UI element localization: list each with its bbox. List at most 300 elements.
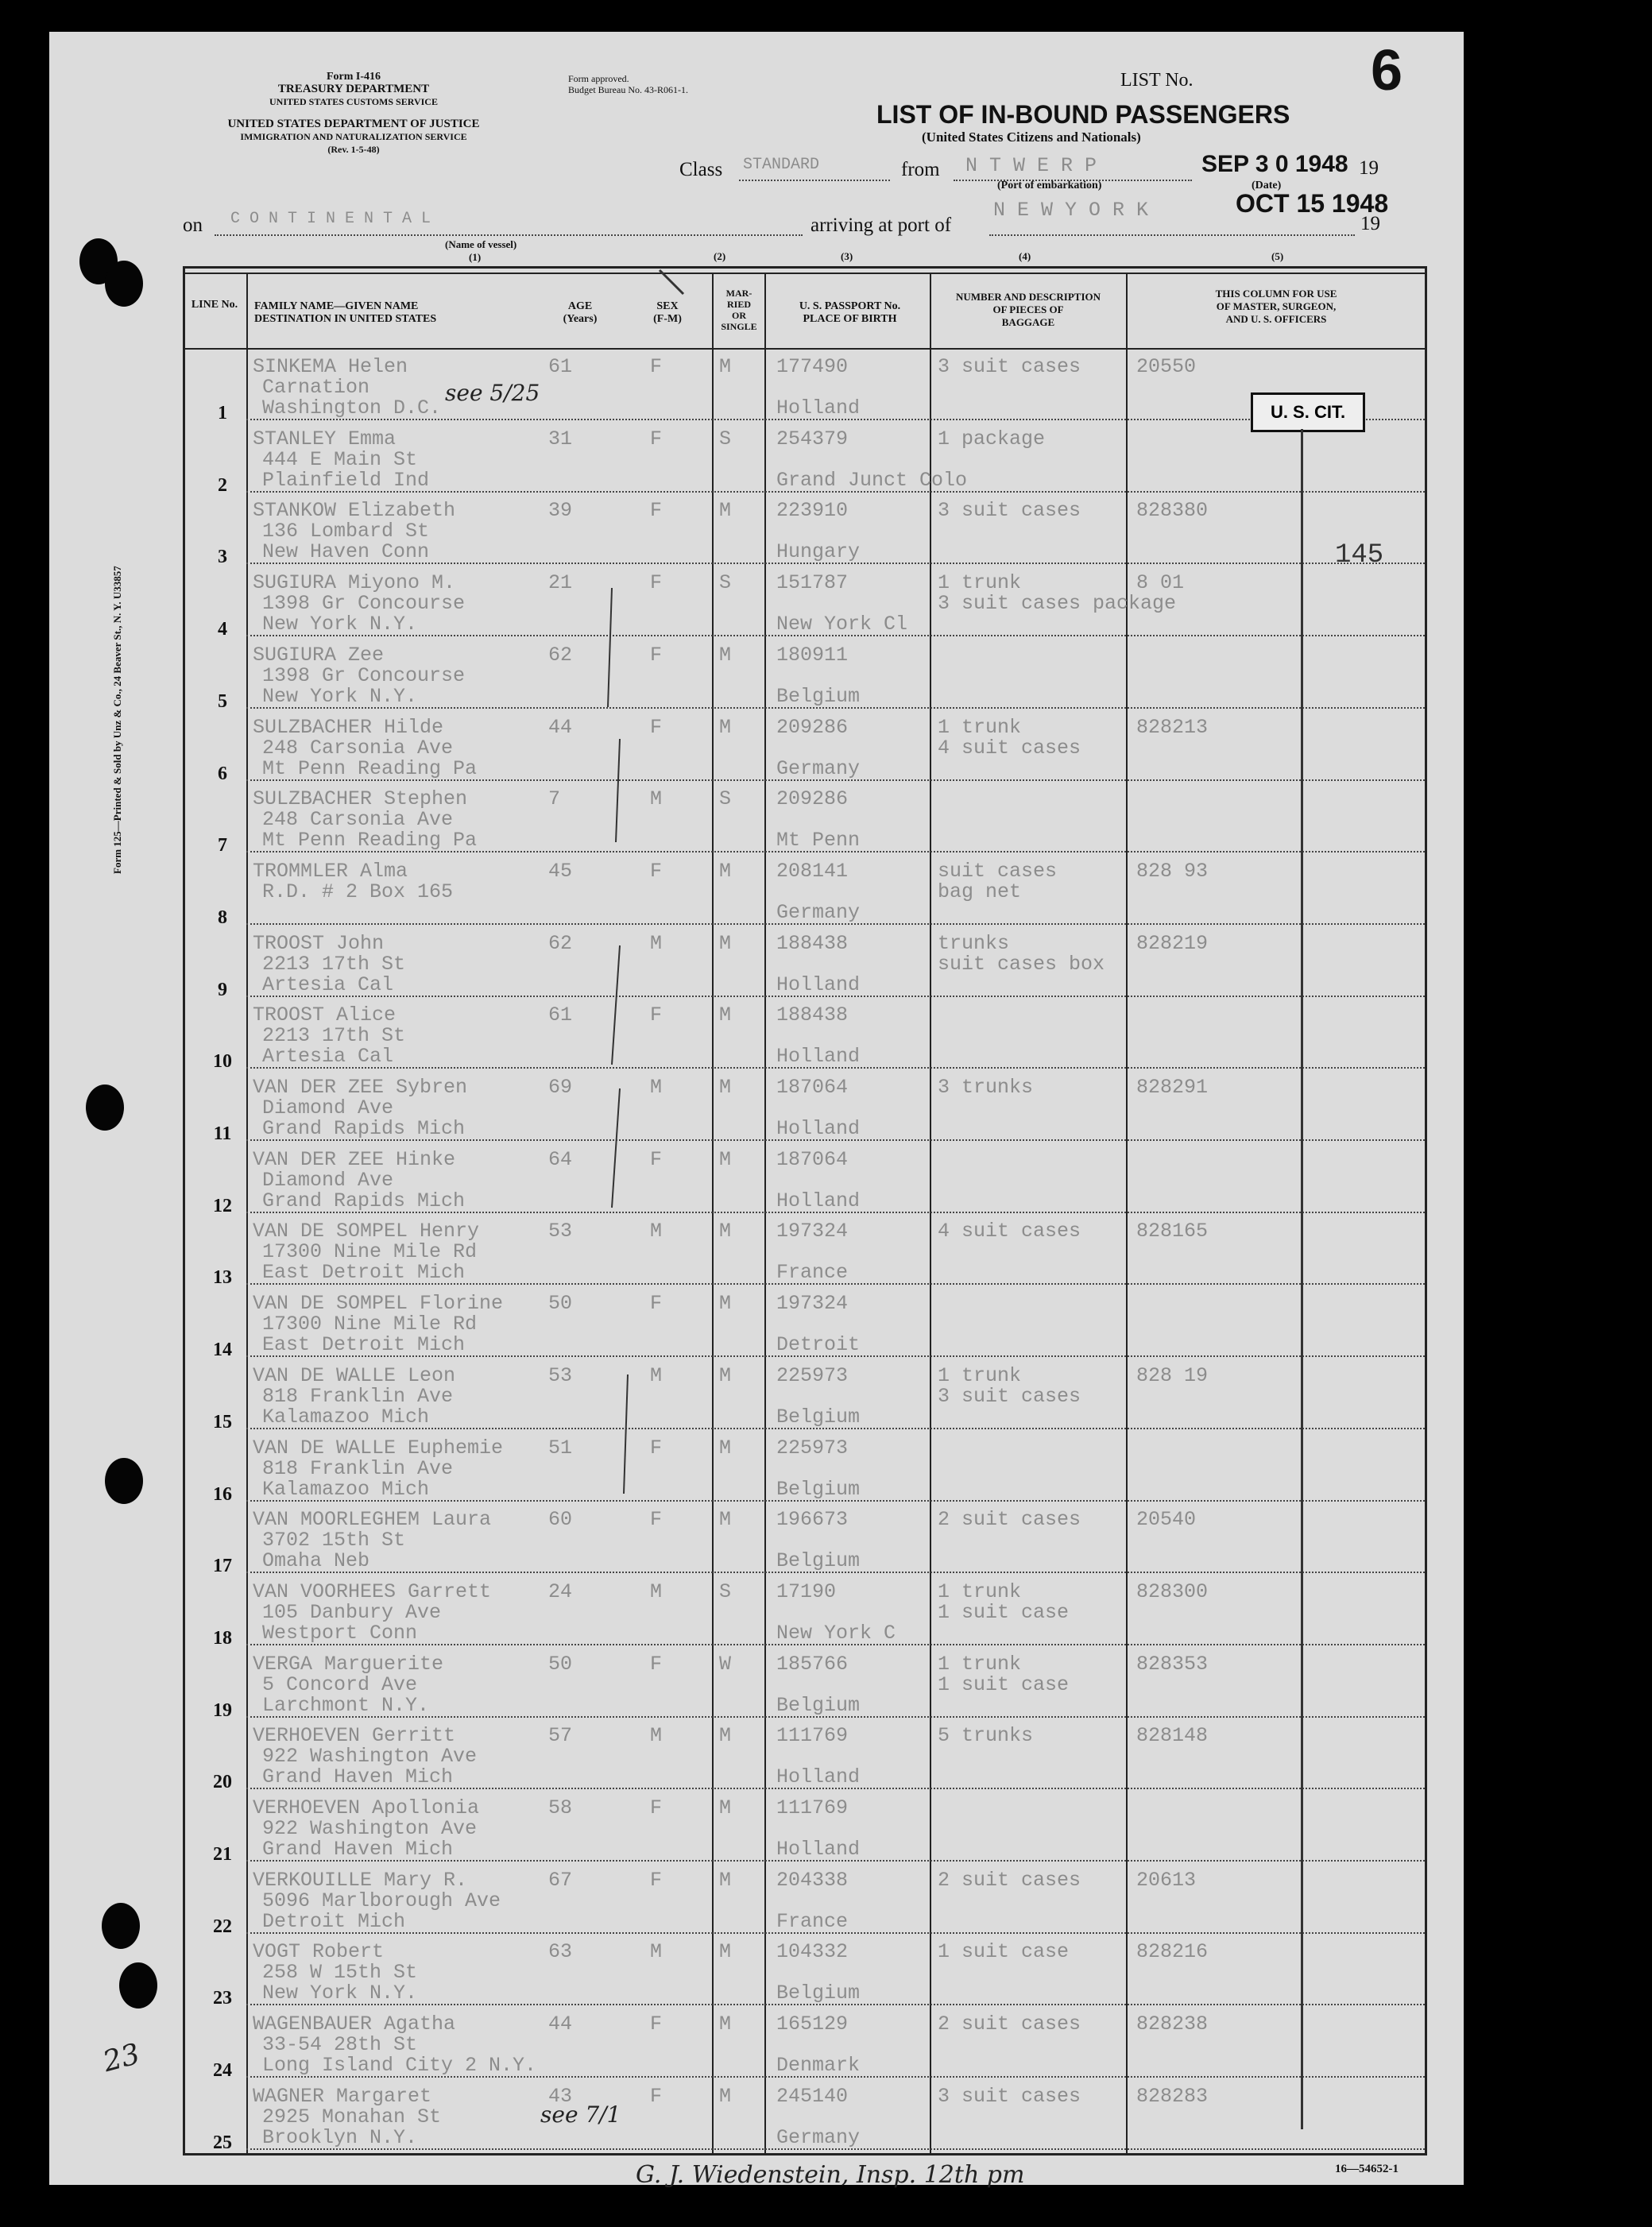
- marital-status: M: [719, 1940, 732, 1964]
- marital-status: M: [719, 1220, 732, 1243]
- ins-label: IMMIGRATION AND NATURALIZATION SERVICE: [240, 131, 467, 142]
- baggage-line-2: 4 suit cases: [938, 736, 1081, 760]
- address-line-1: 1398 Gr Concourse: [262, 663, 466, 687]
- passport-number: 177490: [776, 355, 849, 378]
- baggage-line-2: bag net: [938, 880, 1022, 903]
- address-line-2: New York N.Y.: [262, 613, 418, 636]
- passport-number: 111769: [776, 1724, 849, 1748]
- age-value: 61: [548, 1003, 573, 1027]
- vessel-name: C O N T I N E N T A L: [230, 210, 431, 228]
- passenger-name: VAN DER ZEE Sybren: [253, 1076, 468, 1099]
- place-of-birth: France: [776, 1261, 849, 1285]
- sex-value: F: [650, 859, 663, 883]
- passport-number: 197324: [776, 1292, 849, 1316]
- line-number: 2: [218, 474, 227, 496]
- place-of-birth: Holland: [776, 1189, 861, 1212]
- col-officers: THIS COLUMN FOR USE OF MASTER, SURGEON, AND U. S. OFFICERS: [1215, 288, 1337, 325]
- marital-status: M: [719, 499, 732, 523]
- marital-status: S: [719, 427, 732, 450]
- passenger-name: WAGNER Margaret: [253, 2084, 432, 2108]
- sex-value: F: [650, 2012, 663, 2036]
- address-line-2: Westport Conn: [262, 1621, 418, 1645]
- line-number: 17: [213, 1556, 232, 1577]
- from-label: from: [901, 159, 940, 180]
- treasury-label: TREASURY DEPARTMENT: [277, 83, 430, 95]
- sex-value: F: [650, 2084, 663, 2108]
- officer-code: 828238: [1136, 2012, 1209, 2036]
- age-value: 31: [548, 427, 573, 450]
- passport-number: 187064: [776, 1147, 849, 1171]
- arrival-date: OCT 15 1948: [1236, 189, 1389, 218]
- address-line-1: R.D. # 2 Box 165: [262, 880, 454, 903]
- place-of-birth: Hungary: [776, 540, 861, 564]
- place-of-birth: Holland: [776, 1838, 861, 1861]
- baggage-line-1: 1 trunk: [938, 1652, 1022, 1676]
- address-line-1: 248 Carsonia Ave: [262, 736, 454, 760]
- marital-status: M: [719, 2084, 732, 2108]
- tally-number: 145: [1335, 540, 1384, 570]
- passport-number: 225973: [776, 1363, 849, 1387]
- place-of-birth: Belgium: [776, 1549, 861, 1573]
- place-of-birth: Belgium: [776, 684, 861, 708]
- class-value: STANDARD: [743, 156, 820, 174]
- address-line-2: Mt Penn Reading Pa: [262, 829, 478, 853]
- baggage-line-1: 3 suit cases: [938, 499, 1081, 523]
- marital-status: M: [719, 1076, 732, 1099]
- col-passport: U. S. PASSPORT No. PLACE OF BIRTH: [799, 300, 901, 325]
- sex-value: F: [650, 1652, 663, 1676]
- col-num-5: (5): [1271, 250, 1284, 262]
- passenger-name: VERGA Marguerite: [253, 1652, 444, 1676]
- line-number: 10: [213, 1051, 232, 1073]
- officer-code: 828 93: [1136, 859, 1209, 883]
- officer-code: 828353: [1136, 1652, 1209, 1676]
- line-number: 14: [213, 1340, 232, 1361]
- passport-number: 209286: [776, 715, 849, 739]
- address-line-1: 105 Danbury Ave: [262, 1600, 442, 1624]
- budget-label: Budget Bureau No. 43-R061-1.: [568, 84, 688, 95]
- age-value: 60: [548, 1508, 573, 1532]
- col-num-4: (4): [1019, 250, 1031, 262]
- place-of-birth: Holland: [776, 972, 861, 996]
- passport-number: 188438: [776, 1003, 849, 1027]
- place-of-birth: Belgium: [776, 1981, 861, 2005]
- marital-status: M: [719, 1724, 732, 1748]
- address-line-1: 17300 Nine Mile Rd: [262, 1313, 478, 1336]
- marital-status: M: [719, 715, 732, 739]
- col-num-2: (2): [714, 250, 726, 262]
- marital-status: M: [719, 643, 732, 667]
- baggage-line-1: 1 suit case: [938, 1940, 1070, 1964]
- baggage-line-1: trunks: [938, 931, 1010, 955]
- address-line-1: 818 Franklin Ave: [262, 1384, 454, 1408]
- passenger-name: SUGIURA Zee: [253, 643, 385, 667]
- passenger-name: SULZBACHER Stephen: [253, 787, 468, 811]
- address-line-2: Omaha Neb: [262, 1549, 370, 1573]
- officer-code: 828 19: [1136, 1363, 1209, 1387]
- rev-label: (Rev. 1-5-48): [327, 144, 380, 155]
- form-id: Form I-416: [326, 71, 381, 83]
- marital-status: S: [719, 1579, 732, 1603]
- place-of-birth: France: [776, 1909, 849, 1933]
- passenger-name: VERHOEVEN Gerritt: [253, 1724, 456, 1748]
- baggage-line-1: 4 suit cases: [938, 1220, 1081, 1243]
- col-line: LINE No.: [191, 299, 238, 311]
- sex-value: F: [650, 427, 663, 450]
- line-number: 13: [213, 1267, 232, 1289]
- line-number: 18: [213, 1627, 232, 1649]
- vessel-col-num: (1): [469, 251, 482, 263]
- place-of-birth: Mt Penn: [776, 829, 861, 853]
- place-of-birth: Germany: [776, 900, 861, 924]
- line-number: 11: [213, 1123, 232, 1144]
- line-number: 9: [218, 979, 227, 1000]
- sex-value: M: [650, 1579, 663, 1603]
- passport-number: 225973: [776, 1436, 849, 1460]
- place-of-birth: New York C: [776, 1621, 896, 1645]
- line-number: 22: [213, 1916, 232, 1937]
- line-number: 15: [213, 1411, 232, 1432]
- baggage-line-2: 3 suit cases package: [938, 592, 1177, 616]
- age-value: 7: [548, 787, 561, 811]
- passenger-name: VOGT Robert: [253, 1940, 385, 1964]
- baggage-line-1: 3 suit cases: [938, 355, 1081, 378]
- sex-value: M: [650, 1940, 663, 1964]
- passport-number: 180911: [776, 643, 849, 667]
- passport-number: 188438: [776, 931, 849, 955]
- address-line-2: Grand Haven Mich: [262, 1838, 454, 1861]
- baggage-line-1: 3 trunks: [938, 1076, 1034, 1099]
- place-of-birth: Holland: [776, 396, 861, 419]
- age-value: 63: [548, 1940, 573, 1964]
- col-baggage: NUMBER AND DESCRIPTION OF PIECES OF BAGGAGE: [955, 291, 1101, 328]
- sex-value: F: [650, 715, 663, 739]
- address-line-2: Larchmont N.Y.: [262, 1693, 430, 1717]
- line-number: 25: [213, 2132, 232, 2153]
- age-value: 50: [548, 1292, 573, 1316]
- line-number: 24: [213, 2060, 232, 2082]
- place-of-birth: Belgium: [776, 1405, 861, 1429]
- address-line-2: Detroit Mich: [262, 1909, 406, 1933]
- address-line-2: Kalamazoo Mich: [262, 1405, 430, 1429]
- printer-note: Form 125—Printed & Sold by Unz & Co., 24 Beaver St., N. Y. U33857: [111, 566, 123, 874]
- address-line-1: 922 Washington Ave: [262, 1817, 478, 1840]
- passport-number: 254379: [776, 427, 849, 450]
- age-value: 64: [548, 1147, 573, 1171]
- address-line-1: 258 W 15th St: [262, 1961, 418, 1985]
- age-value: 51: [548, 1436, 573, 1460]
- class-label: Class: [679, 159, 723, 180]
- passenger-name: VERKOUILLE Mary R.: [253, 1868, 468, 1892]
- address-line-2: Washington D.C.: [262, 396, 442, 419]
- passenger-name: VAN DER ZEE Hinke: [253, 1147, 456, 1171]
- marital-status: M: [719, 1796, 732, 1819]
- baggage-line-1: 2 suit cases: [938, 2012, 1081, 2036]
- baggage-line-1: 1 trunk: [938, 715, 1022, 739]
- passenger-name: STANLEY Emma: [253, 427, 397, 450]
- footer-code: 16—54652-1: [1335, 2163, 1399, 2175]
- sex-value: F: [650, 499, 663, 523]
- form-title: LIST OF IN-BOUND PASSENGERS: [876, 100, 1290, 129]
- address-line-1: 3702 15th St: [262, 1529, 406, 1552]
- address-line-1: 136 Lombard St: [262, 520, 430, 543]
- us-citizen-stamp: U. S. CIT.: [1251, 392, 1365, 432]
- sex-value: M: [650, 1724, 663, 1748]
- baggage-line-2: suit cases box: [938, 952, 1105, 976]
- baggage-line-1: 1 package: [938, 427, 1046, 450]
- age-value: 58: [548, 1796, 573, 1819]
- marital-status: M: [719, 1508, 732, 1532]
- address-line-1: 818 Franklin Ave: [262, 1456, 454, 1480]
- age-value: 44: [548, 2012, 573, 2036]
- sex-value: F: [650, 1868, 663, 1892]
- marital-status: M: [719, 2012, 732, 2036]
- inspector-signature: G. J. Wiedenstein, Insp. 12th pm: [636, 2161, 1025, 2189]
- baggage-line-1: 1 trunk: [938, 1579, 1022, 1603]
- note-line-1: see 5/25: [445, 380, 540, 406]
- address-line-2: Kalamazoo Mich: [262, 1477, 430, 1501]
- line-number: 16: [213, 1483, 232, 1505]
- address-line-1: Diamond Ave: [262, 1168, 394, 1192]
- line-number: 5: [218, 690, 227, 712]
- sex-value: F: [650, 1796, 663, 1819]
- address-line-2: Plainfield Ind: [262, 468, 430, 492]
- line-number: 20: [213, 1772, 232, 1793]
- passport-number: 197324: [776, 1220, 849, 1243]
- officer-code: 828165: [1136, 1220, 1209, 1243]
- sex-value: F: [650, 571, 663, 595]
- passenger-name: WAGENBAUER Agatha: [253, 2012, 456, 2036]
- officer-code: 20550: [1136, 355, 1197, 378]
- address-line-2: New York N.Y.: [262, 684, 418, 708]
- baggage-line-1: 2 suit cases: [938, 1508, 1081, 1532]
- officer-code: 20540: [1136, 1508, 1197, 1532]
- officer-code: 828283: [1136, 2084, 1209, 2108]
- line-number: 1: [218, 403, 227, 423]
- address-line-1: 444 E Main St: [262, 447, 418, 471]
- address-line-2: Grand Rapids Mich: [262, 1117, 466, 1140]
- passenger-name: TROOST Alice: [253, 1003, 397, 1027]
- age-value: 24: [548, 1579, 573, 1603]
- passport-number: 196673: [776, 1508, 849, 1532]
- address-line-1: 2213 17th St: [262, 952, 406, 976]
- baggage-line-1: 5 trunks: [938, 1724, 1034, 1748]
- age-value: 61: [548, 355, 573, 378]
- place-of-birth: Denmark: [776, 2054, 861, 2078]
- line-number: 8: [218, 907, 227, 928]
- arrival-port: N E W Y O R K: [993, 199, 1149, 222]
- sex-value: M: [650, 1220, 663, 1243]
- age-value: 53: [548, 1363, 573, 1387]
- sex-value: F: [650, 643, 663, 667]
- marital-status: W: [719, 1652, 732, 1676]
- line-number: 21: [213, 1844, 232, 1865]
- passenger-name: VAN MOORLEGHEM Laura: [253, 1508, 492, 1532]
- departure-date: SEP 3 0 1948: [1201, 151, 1348, 177]
- sex-value: F: [650, 1292, 663, 1316]
- address-line-1: 5 Concord Ave: [262, 1672, 418, 1696]
- address-line-2: Long Island City 2 N.Y.: [262, 2054, 537, 2078]
- address-line-1: 248 Carsonia Ave: [262, 808, 454, 832]
- sex-value: M: [650, 931, 663, 955]
- passport-number: 245140: [776, 2084, 849, 2108]
- line-number: 6: [218, 763, 227, 784]
- place-of-birth: Germany: [776, 2125, 861, 2149]
- passenger-name: VAN DE WALLE Euphemie: [253, 1436, 504, 1460]
- on-label: on: [183, 215, 203, 236]
- arrival-suffix: 19: [1360, 213, 1380, 234]
- sex-value: F: [650, 1436, 663, 1460]
- sex-value: F: [650, 1508, 663, 1532]
- baggage-line-1: 1 trunk: [938, 1363, 1022, 1387]
- marital-status: S: [719, 571, 732, 595]
- address-line-2: Brooklyn N.Y.: [262, 2125, 418, 2149]
- passport-number: 104332: [776, 1940, 849, 1964]
- officer-code: 828213: [1136, 715, 1209, 739]
- passenger-name: TROOST John: [253, 931, 385, 955]
- passenger-name: VAN DE SOMPEL Florine: [253, 1292, 504, 1316]
- passport-number: 204338: [776, 1868, 849, 1892]
- age-value: 62: [548, 931, 573, 955]
- place-of-birth: Holland: [776, 1765, 861, 1789]
- marital-status: M: [719, 1147, 732, 1171]
- passport-number: 208141: [776, 859, 849, 883]
- passenger-name: VAN DE WALLE Leon: [253, 1363, 456, 1387]
- marital-status: M: [719, 1868, 732, 1892]
- passenger-name: STANKOW Elizabeth: [253, 499, 456, 523]
- list-label: LIST No.: [1120, 70, 1194, 91]
- arriving-label: arriving at port of: [811, 215, 952, 236]
- marital-status: S: [719, 787, 732, 811]
- margin-note: 23: [99, 2037, 144, 2079]
- marital-status: M: [719, 931, 732, 955]
- address-line-2: Mt Penn Reading Pa: [262, 756, 478, 780]
- age-value: 57: [548, 1724, 573, 1748]
- address-line-1: 922 Washington Ave: [262, 1745, 478, 1769]
- col-name: FAMILY NAME—GIVEN NAME DESTINATION IN UNITED STATES: [254, 300, 437, 325]
- line-number: 23: [213, 1988, 232, 2009]
- date-label: (Date): [1252, 180, 1282, 191]
- address-line-1: 5096 Marlborough Ave: [262, 1889, 501, 1912]
- passport-number: 165129: [776, 2012, 849, 2036]
- address-line-2: Grand Rapids Mich: [262, 1189, 466, 1212]
- passport-number: 151787: [776, 571, 849, 595]
- baggage-line-2: 1 suit case: [938, 1600, 1070, 1624]
- passenger-name: VAN VOORHEES Garrett: [253, 1579, 492, 1603]
- address-line-1: 2213 17th St: [262, 1024, 406, 1048]
- age-value: 43: [548, 2084, 573, 2108]
- officer-code: 828291: [1136, 1076, 1209, 1099]
- age-value: 21: [548, 571, 573, 595]
- justice-label: UNITED STATES DEPARTMENT OF JUSTICE: [227, 118, 480, 130]
- place-of-birth: Holland: [776, 1045, 861, 1069]
- passenger-name: SUGIURA Miyono M.: [253, 571, 456, 595]
- embarkation-port: N T W E R P: [965, 154, 1097, 177]
- officer-code: 828300: [1136, 1579, 1209, 1603]
- passenger-name: SULZBACHER Hilde: [253, 715, 444, 739]
- address-line-1: Diamond Ave: [262, 1096, 394, 1119]
- form-subtitle: (United States Citizens and Nationals): [922, 130, 1141, 145]
- baggage-line-1: suit cases: [938, 859, 1058, 883]
- place-of-birth: Grand Junct Colo: [776, 468, 968, 492]
- address-line-2: Artesia Cal: [262, 1045, 394, 1069]
- address-line-2: Artesia Cal: [262, 972, 394, 996]
- address-line-2: East Detroit Mich: [262, 1261, 466, 1285]
- passenger-name: SINKEMA Helen: [253, 355, 408, 378]
- place-of-birth: Detroit: [776, 1333, 861, 1357]
- marital-status: M: [719, 355, 732, 378]
- address-line-1: 17300 Nine Mile Rd: [262, 1240, 478, 1264]
- list-number: 6: [1371, 39, 1403, 102]
- sex-value: M: [650, 1076, 663, 1099]
- sex-value: F: [650, 1147, 663, 1171]
- baggage-line-1: 3 suit cases: [938, 2084, 1081, 2108]
- baggage-line-1: 1 trunk: [938, 571, 1022, 595]
- place-of-birth: Belgium: [776, 1693, 861, 1717]
- baggage-line-2: 3 suit cases: [938, 1384, 1081, 1408]
- vessel-label: (Name of vessel): [445, 238, 517, 250]
- officer-code: 828219: [1136, 931, 1209, 955]
- marital-status: M: [719, 1003, 732, 1027]
- address-line-1: Carnation: [262, 376, 370, 399]
- address-line-1: 2925 Monahan St: [262, 2105, 442, 2128]
- age-value: 69: [548, 1076, 573, 1099]
- marital-status: M: [719, 859, 732, 883]
- place-of-birth: Germany: [776, 756, 861, 780]
- address-line-1: 33-54 28th St: [262, 2033, 418, 2057]
- officer-code: 828148: [1136, 1724, 1209, 1748]
- passenger-name: TROMMLER Alma: [253, 859, 408, 883]
- marital-status: M: [719, 1292, 732, 1316]
- passport-number: 187064: [776, 1076, 849, 1099]
- age-value: 53: [548, 1220, 573, 1243]
- col-num-3: (3): [841, 250, 853, 262]
- baggage-line-2: 1 suit case: [938, 1672, 1070, 1696]
- passenger-name: VAN DE SOMPEL Henry: [253, 1220, 480, 1243]
- line-number: 12: [213, 1195, 232, 1216]
- address-line-2: Grand Haven Mich: [262, 1765, 454, 1789]
- sex-value: M: [650, 1363, 663, 1387]
- passport-number: 111769: [776, 1796, 849, 1819]
- address-line-2: New Haven Conn: [262, 540, 430, 564]
- age-value: 39: [548, 499, 573, 523]
- approved-label: Form approved.: [568, 73, 629, 84]
- age-value: 50: [548, 1652, 573, 1676]
- line-number: 4: [218, 619, 227, 640]
- officer-code: 828380: [1136, 499, 1209, 523]
- officer-code: 8 01: [1136, 571, 1185, 595]
- line-number: 3: [218, 547, 227, 568]
- age-value: 62: [548, 643, 573, 667]
- officer-code: 828216: [1136, 1940, 1209, 1964]
- col-married: MAR- RIED OR SINGLE: [721, 288, 757, 332]
- sex-value: F: [650, 355, 663, 378]
- address-line-2: New York N.Y.: [262, 1981, 418, 2005]
- line-number: 19: [213, 1699, 232, 1721]
- place-of-birth: New York Cl: [776, 613, 908, 636]
- address-line-2: East Detroit Mich: [262, 1333, 466, 1357]
- age-value: 44: [548, 715, 573, 739]
- address-line-1: 1398 Gr Concourse: [262, 592, 466, 616]
- place-of-birth: Belgium: [776, 1477, 861, 1501]
- port-embark-label: (Port of embarkation): [997, 180, 1102, 191]
- passport-number: 17190: [776, 1579, 837, 1603]
- col-age: AGE (Years): [563, 300, 598, 325]
- customs-label: UNITED STATES CUSTOMS SERVICE: [269, 96, 438, 107]
- baggage-line-1: 2 suit cases: [938, 1868, 1081, 1892]
- marital-status: M: [719, 1363, 732, 1387]
- line-number: 7: [218, 835, 227, 856]
